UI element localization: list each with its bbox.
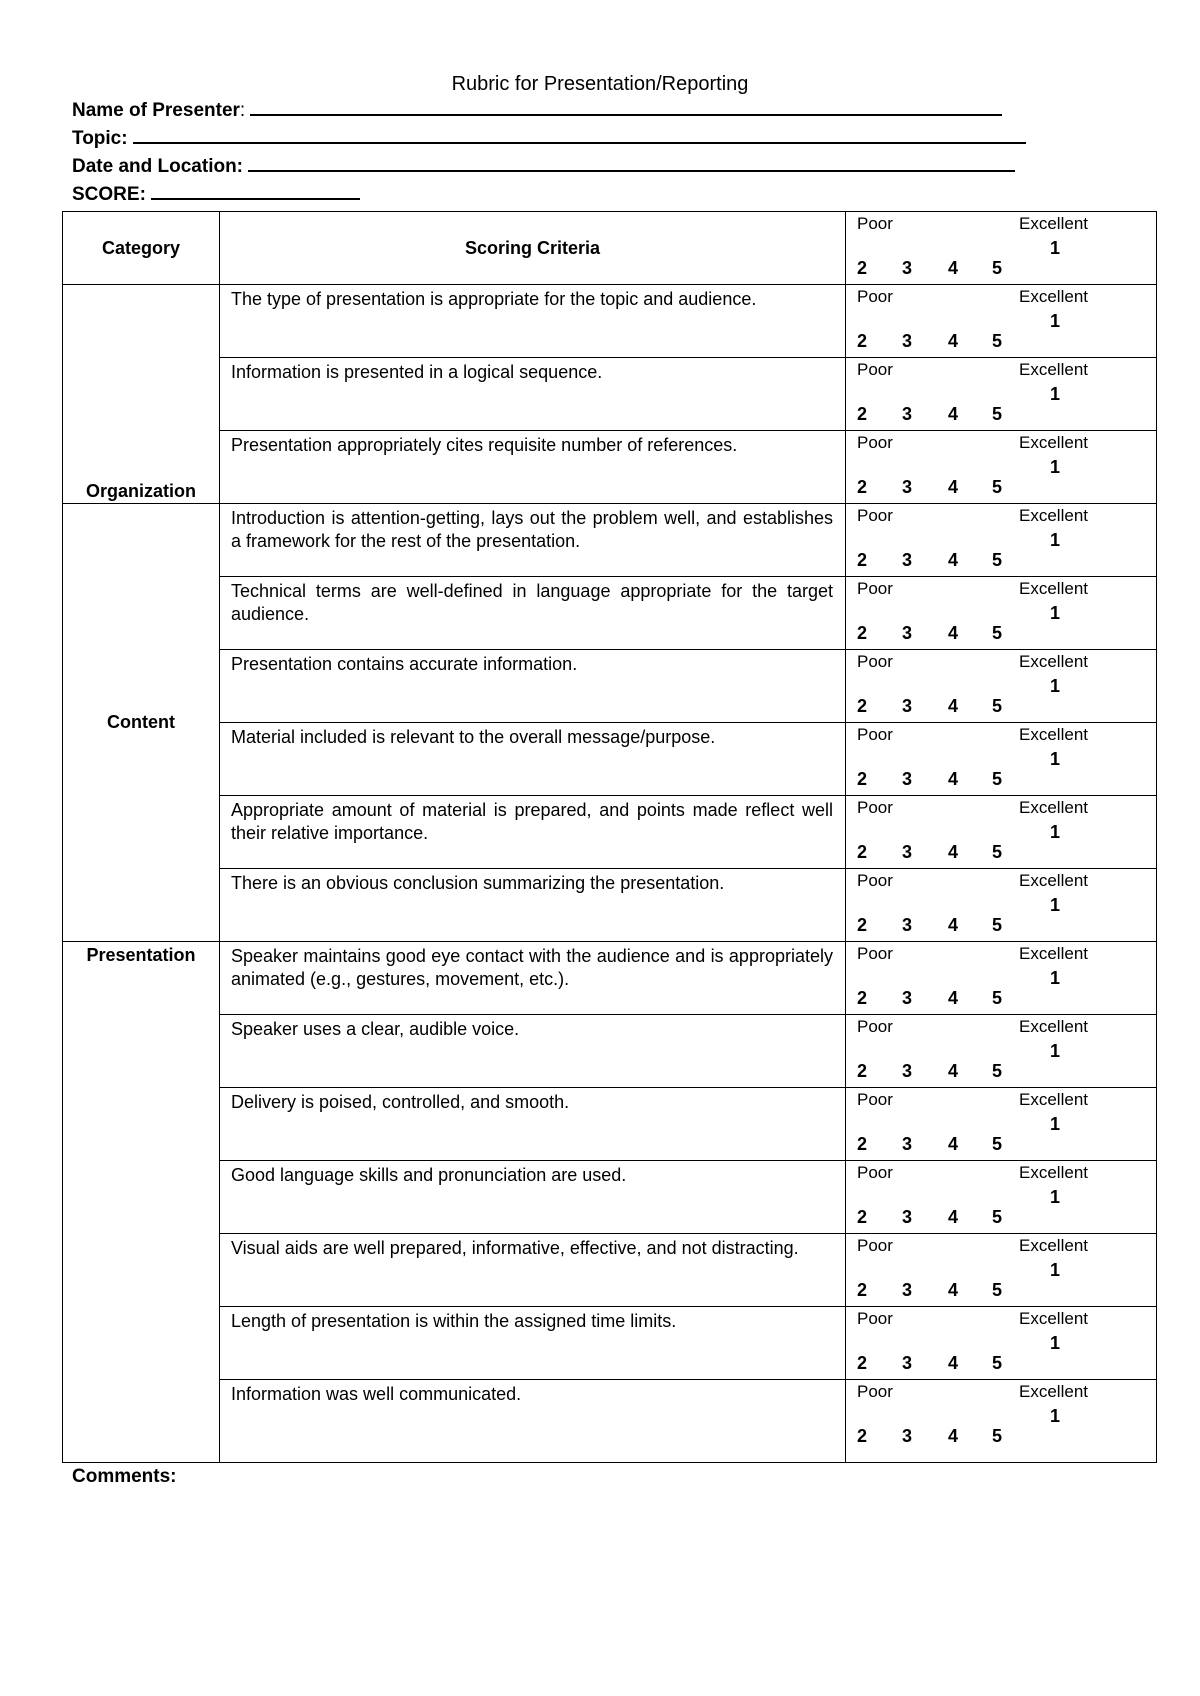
scale-excellent-label: Excellent <box>1019 871 1088 890</box>
scale-number-4[interactable]: 4 <box>948 477 959 497</box>
scale-number-1: 1 <box>1049 238 1060 258</box>
topic-label: Topic: <box>72 128 128 149</box>
scale-number-2[interactable]: 2 <box>857 1353 868 1373</box>
scale-number-3[interactable]: 3 <box>902 696 913 716</box>
scale-number-1[interactable]: 1 <box>1049 603 1060 623</box>
scale-poor-label: Poor <box>857 1382 893 1401</box>
scale-number-2[interactable]: 2 <box>857 1280 868 1300</box>
criteria-text: Material included is relevant to the overall message/purpose. <box>220 723 846 796</box>
scale-number-4[interactable]: 4 <box>948 404 959 424</box>
scale-number-4[interactable]: 4 <box>948 842 959 862</box>
scale-number-4[interactable]: 4 <box>948 769 959 789</box>
scale-number-1[interactable]: 1 <box>1049 1187 1060 1207</box>
scale-number-5[interactable]: 5 <box>992 1061 1003 1081</box>
scale-number-4[interactable]: 4 <box>948 550 959 570</box>
scale-number-5[interactable]: 5 <box>992 1134 1003 1154</box>
scale-excellent-label: Excellent <box>1019 1090 1088 1109</box>
scale-number-2: 2 <box>857 258 868 278</box>
scale-number-1[interactable]: 1 <box>1049 530 1060 550</box>
scale-number-4[interactable]: 4 <box>948 1061 959 1081</box>
criteria-text: Delivery is poised, controlled, and smooth. <box>220 1088 846 1161</box>
criteria-text: Length of presentation is within the assigned time limits. <box>220 1307 846 1380</box>
table-row <box>63 358 1157 431</box>
scale-poor-label: Poor <box>857 287 893 306</box>
scale-number-3[interactable]: 3 <box>902 1280 913 1300</box>
scale-excellent-label: Excellent <box>1019 1382 1088 1401</box>
rating-scale-cell[interactable] <box>846 723 1157 796</box>
rating-scale-cell[interactable] <box>846 577 1157 650</box>
criteria-header: Scoring Criteria <box>220 212 846 285</box>
scale-number-5[interactable]: 5 <box>992 1426 1003 1446</box>
scale-number-4[interactable]: 4 <box>948 915 959 935</box>
scale-number-5[interactable]: 5 <box>992 696 1003 716</box>
scale-number-4[interactable]: 4 <box>948 988 959 1008</box>
scale-number-4: 4 <box>948 258 959 278</box>
scale-poor-label: Poor <box>857 579 893 598</box>
scale-excellent-label: Excellent <box>1019 506 1088 525</box>
table-row <box>63 1088 1157 1161</box>
scale-number-5[interactable]: 5 <box>992 623 1003 643</box>
scale-number-3[interactable]: 3 <box>902 1207 913 1227</box>
scale-number-5[interactable]: 5 <box>992 988 1003 1008</box>
table-header-row <box>63 212 1157 285</box>
scale-number-1[interactable]: 1 <box>1049 1406 1060 1426</box>
scale-number-4[interactable]: 4 <box>948 1280 959 1300</box>
category-presentation: Presentation <box>63 942 220 1463</box>
rating-scale-cell[interactable] <box>846 796 1157 869</box>
rating-scale-cell[interactable] <box>846 504 1157 577</box>
scale-number-5[interactable]: 5 <box>992 404 1003 424</box>
scale-excellent-label: Excellent <box>1019 1163 1088 1182</box>
scale-number-3[interactable]: 3 <box>902 1353 913 1373</box>
scale-number-1[interactable]: 1 <box>1049 1114 1060 1134</box>
scale-number-1[interactable]: 1 <box>1049 384 1060 404</box>
scale-poor-label: Poor <box>857 1017 893 1036</box>
scale-number-2[interactable]: 2 <box>857 404 868 424</box>
scale-header-cell <box>846 212 1157 285</box>
scale-number-1[interactable]: 1 <box>1049 1260 1060 1280</box>
scale-excellent-label: Excellent <box>1019 798 1088 817</box>
scale-number-5[interactable]: 5 <box>992 1207 1003 1227</box>
table-row <box>63 431 1157 504</box>
table-row <box>63 577 1157 650</box>
date-location-blank[interactable] <box>248 154 1015 172</box>
scale-number-1[interactable]: 1 <box>1049 822 1060 842</box>
scale-excellent-label: Excellent <box>1019 287 1088 306</box>
criteria-text: Information was well communicated. <box>220 1380 846 1463</box>
date-location-field <box>72 154 1015 179</box>
table-row <box>63 1380 1157 1463</box>
table-row <box>63 1307 1157 1380</box>
scale-number-1[interactable]: 1 <box>1049 1333 1060 1353</box>
criteria-text: The type of presentation is appropriate for the topic and audience. <box>220 285 846 358</box>
criteria-text: Introduction is attention-getting, lays out the problem well, and establishes a framework for the rest of the presentation. <box>220 504 846 577</box>
scale-excellent-label: Excellent <box>1019 944 1088 963</box>
scale-number-5: 5 <box>992 258 1003 278</box>
scale-number-3[interactable]: 3 <box>902 1134 913 1154</box>
scale-poor-label: Poor <box>857 506 893 525</box>
scale-number-2[interactable]: 2 <box>857 1207 868 1227</box>
criteria-text: Presentation contains accurate information. <box>220 650 846 723</box>
rating-scale-cell[interactable] <box>846 1161 1157 1234</box>
rating-scale-cell[interactable] <box>846 285 1157 358</box>
scale-number-4[interactable]: 4 <box>948 696 959 716</box>
criteria-text: Visual aids are well prepared, informative, effective, and not distracting. <box>220 1234 846 1307</box>
scale-number-2[interactable]: 2 <box>857 696 868 716</box>
scale-poor-label: Poor <box>857 652 893 671</box>
table-row <box>63 285 1157 358</box>
scale-number-3[interactable]: 3 <box>902 1061 913 1081</box>
table-row <box>63 942 1157 1015</box>
scale-number-1[interactable]: 1 <box>1049 968 1060 988</box>
scale-poor-label: Poor <box>857 1090 893 1109</box>
scale-excellent-label: Excellent <box>1019 652 1088 671</box>
scale-number-3[interactable]: 3 <box>902 1426 913 1446</box>
table-row <box>63 796 1157 869</box>
scale-excellent-label: Excellent <box>1019 579 1088 598</box>
rating-scale-cell[interactable] <box>846 1307 1157 1380</box>
topic-blank[interactable] <box>133 126 1026 144</box>
rating-scale-cell[interactable] <box>846 1380 1157 1463</box>
criteria-text: Technical terms are well-defined in language appropriate for the target audience. <box>220 577 846 650</box>
scale-number-5[interactable]: 5 <box>992 842 1003 862</box>
comments-label: Comments: <box>72 1466 177 1487</box>
rating-scale-cell[interactable] <box>846 650 1157 723</box>
scale-number-3[interactable]: 3 <box>902 550 913 570</box>
scale-number-1[interactable]: 1 <box>1049 895 1060 915</box>
category-header: Category <box>63 212 220 285</box>
scale-number-2[interactable]: 2 <box>857 550 868 570</box>
scale-poor-label: Poor <box>857 871 893 890</box>
table-row <box>63 1161 1157 1234</box>
scale-excellent-label: Excellent <box>1019 1236 1088 1255</box>
scale-poor-label: Poor <box>857 944 893 963</box>
score-field <box>72 182 360 207</box>
scale-poor-label: Poor <box>857 725 893 744</box>
scale-number-4[interactable]: 4 <box>948 623 959 643</box>
rating-scale-cell[interactable] <box>846 1088 1157 1161</box>
criteria-text: Information is presented in a logical sequence. <box>220 358 846 431</box>
rating-scale-cell[interactable] <box>846 431 1157 504</box>
table-row <box>63 1015 1157 1088</box>
scale-number-2[interactable]: 2 <box>857 623 868 643</box>
scale-number-3[interactable]: 3 <box>902 623 913 643</box>
table-row <box>63 504 1157 577</box>
scale-excellent-label: Excellent <box>1019 1309 1088 1328</box>
table-row <box>63 869 1157 942</box>
scale-number-3[interactable]: 3 <box>902 404 913 424</box>
criteria-text: Good language skills and pronunciation are used. <box>220 1161 846 1234</box>
scale-poor-label: Poor <box>857 1236 893 1255</box>
score-label: SCORE: <box>72 184 146 205</box>
rubric-table <box>62 211 1157 1463</box>
scale-number-1[interactable]: 1 <box>1049 749 1060 769</box>
scale-number-3[interactable]: 3 <box>902 769 913 789</box>
score-blank[interactable] <box>151 182 360 200</box>
scale-number-5[interactable]: 5 <box>992 331 1003 351</box>
scale-number-4[interactable]: 4 <box>948 1207 959 1227</box>
scale-excellent-label: Excellent <box>1019 1017 1088 1036</box>
scale-number-2[interactable]: 2 <box>857 1426 868 1446</box>
rating-scale-cell[interactable] <box>846 942 1157 1015</box>
page-title: Rubric for Presentation/Reporting <box>451 73 749 95</box>
scale-poor-label: Poor <box>857 360 893 379</box>
rating-scale-cell[interactable] <box>846 358 1157 431</box>
scale-number-4[interactable]: 4 <box>948 1426 959 1446</box>
scale-number-5[interactable]: 5 <box>992 769 1003 789</box>
scale-poor-label: Poor <box>857 1309 893 1328</box>
scale-excellent-label: Excellent <box>1019 360 1088 379</box>
scale-number-2[interactable]: 2 <box>857 842 868 862</box>
scale-number-2[interactable]: 2 <box>857 1061 868 1081</box>
criteria-text: Presentation appropriately cites requisite number of references. <box>220 431 846 504</box>
scale-number-4[interactable]: 4 <box>948 1134 959 1154</box>
scale-number-1[interactable]: 1 <box>1049 311 1060 331</box>
scale-number-1[interactable]: 1 <box>1049 1041 1060 1061</box>
table-row <box>63 723 1157 796</box>
scale-poor-label: Poor <box>857 433 893 452</box>
scale-number-3[interactable]: 3 <box>902 331 913 351</box>
presenter-name-label: Name of Presenter <box>72 100 240 121</box>
date-location-label: Date and Location: <box>72 156 244 177</box>
rating-scale-cell[interactable] <box>846 869 1157 942</box>
scale-number-5[interactable]: 5 <box>992 915 1003 935</box>
scale-number-4[interactable]: 4 <box>948 331 959 351</box>
scale-number-3[interactable]: 3 <box>902 477 913 497</box>
scale-number-3[interactable]: 3 <box>902 988 913 1008</box>
category-organization: Organization <box>63 285 220 504</box>
table-row <box>63 1234 1157 1307</box>
rating-scale-cell[interactable] <box>846 1234 1157 1307</box>
criteria-text: There is an obvious conclusion summarizing the presentation. <box>220 869 846 942</box>
rating-scale-cell[interactable] <box>846 1015 1157 1088</box>
scale-excellent-label: Excellent <box>1019 214 1088 233</box>
scale-excellent-label: Excellent <box>1019 725 1088 744</box>
scale-number-2[interactable]: 2 <box>857 769 868 789</box>
scale-number-5[interactable]: 5 <box>992 1280 1003 1300</box>
scale-number-4[interactable]: 4 <box>948 1353 959 1373</box>
scale-poor-label: Poor <box>857 798 893 817</box>
scale-number-3[interactable]: 3 <box>902 915 913 935</box>
scale-poor-label: Poor <box>857 214 893 233</box>
scale-excellent-label: Excellent <box>1019 433 1088 452</box>
scale-number-2[interactable]: 2 <box>857 915 868 935</box>
scale-number-2[interactable]: 2 <box>857 988 868 1008</box>
presenter-name-blank[interactable] <box>250 98 1002 116</box>
scale-number-2[interactable]: 2 <box>857 477 868 497</box>
scale-number-5[interactable]: 5 <box>992 477 1003 497</box>
criteria-text: Appropriate amount of material is prepared, and points made reflect well their relative importance. <box>220 796 846 869</box>
criteria-text: Speaker maintains good eye contact with the audience and is appropriately animated (e.g., gestures, movement, etc.). <box>220 942 846 1015</box>
criteria-text: Speaker uses a clear, audible voice. <box>220 1015 846 1088</box>
topic-field <box>72 126 1026 151</box>
scale-poor-label: Poor <box>857 1163 893 1182</box>
scale-number-2[interactable]: 2 <box>857 1134 868 1154</box>
category-content: Content <box>63 504 220 942</box>
table-row <box>63 650 1157 723</box>
presenter-name-field: Name of Presenter: <box>72 98 1002 123</box>
scale-number-2[interactable]: 2 <box>857 331 868 351</box>
scale-number-5[interactable]: 5 <box>992 550 1003 570</box>
scale-number-3[interactable]: 3 <box>902 842 913 862</box>
scale-number-1[interactable]: 1 <box>1049 457 1060 477</box>
scale-number-3: 3 <box>902 258 913 278</box>
scale-number-5[interactable]: 5 <box>992 1353 1003 1373</box>
scale-number-1[interactable]: 1 <box>1049 676 1060 696</box>
